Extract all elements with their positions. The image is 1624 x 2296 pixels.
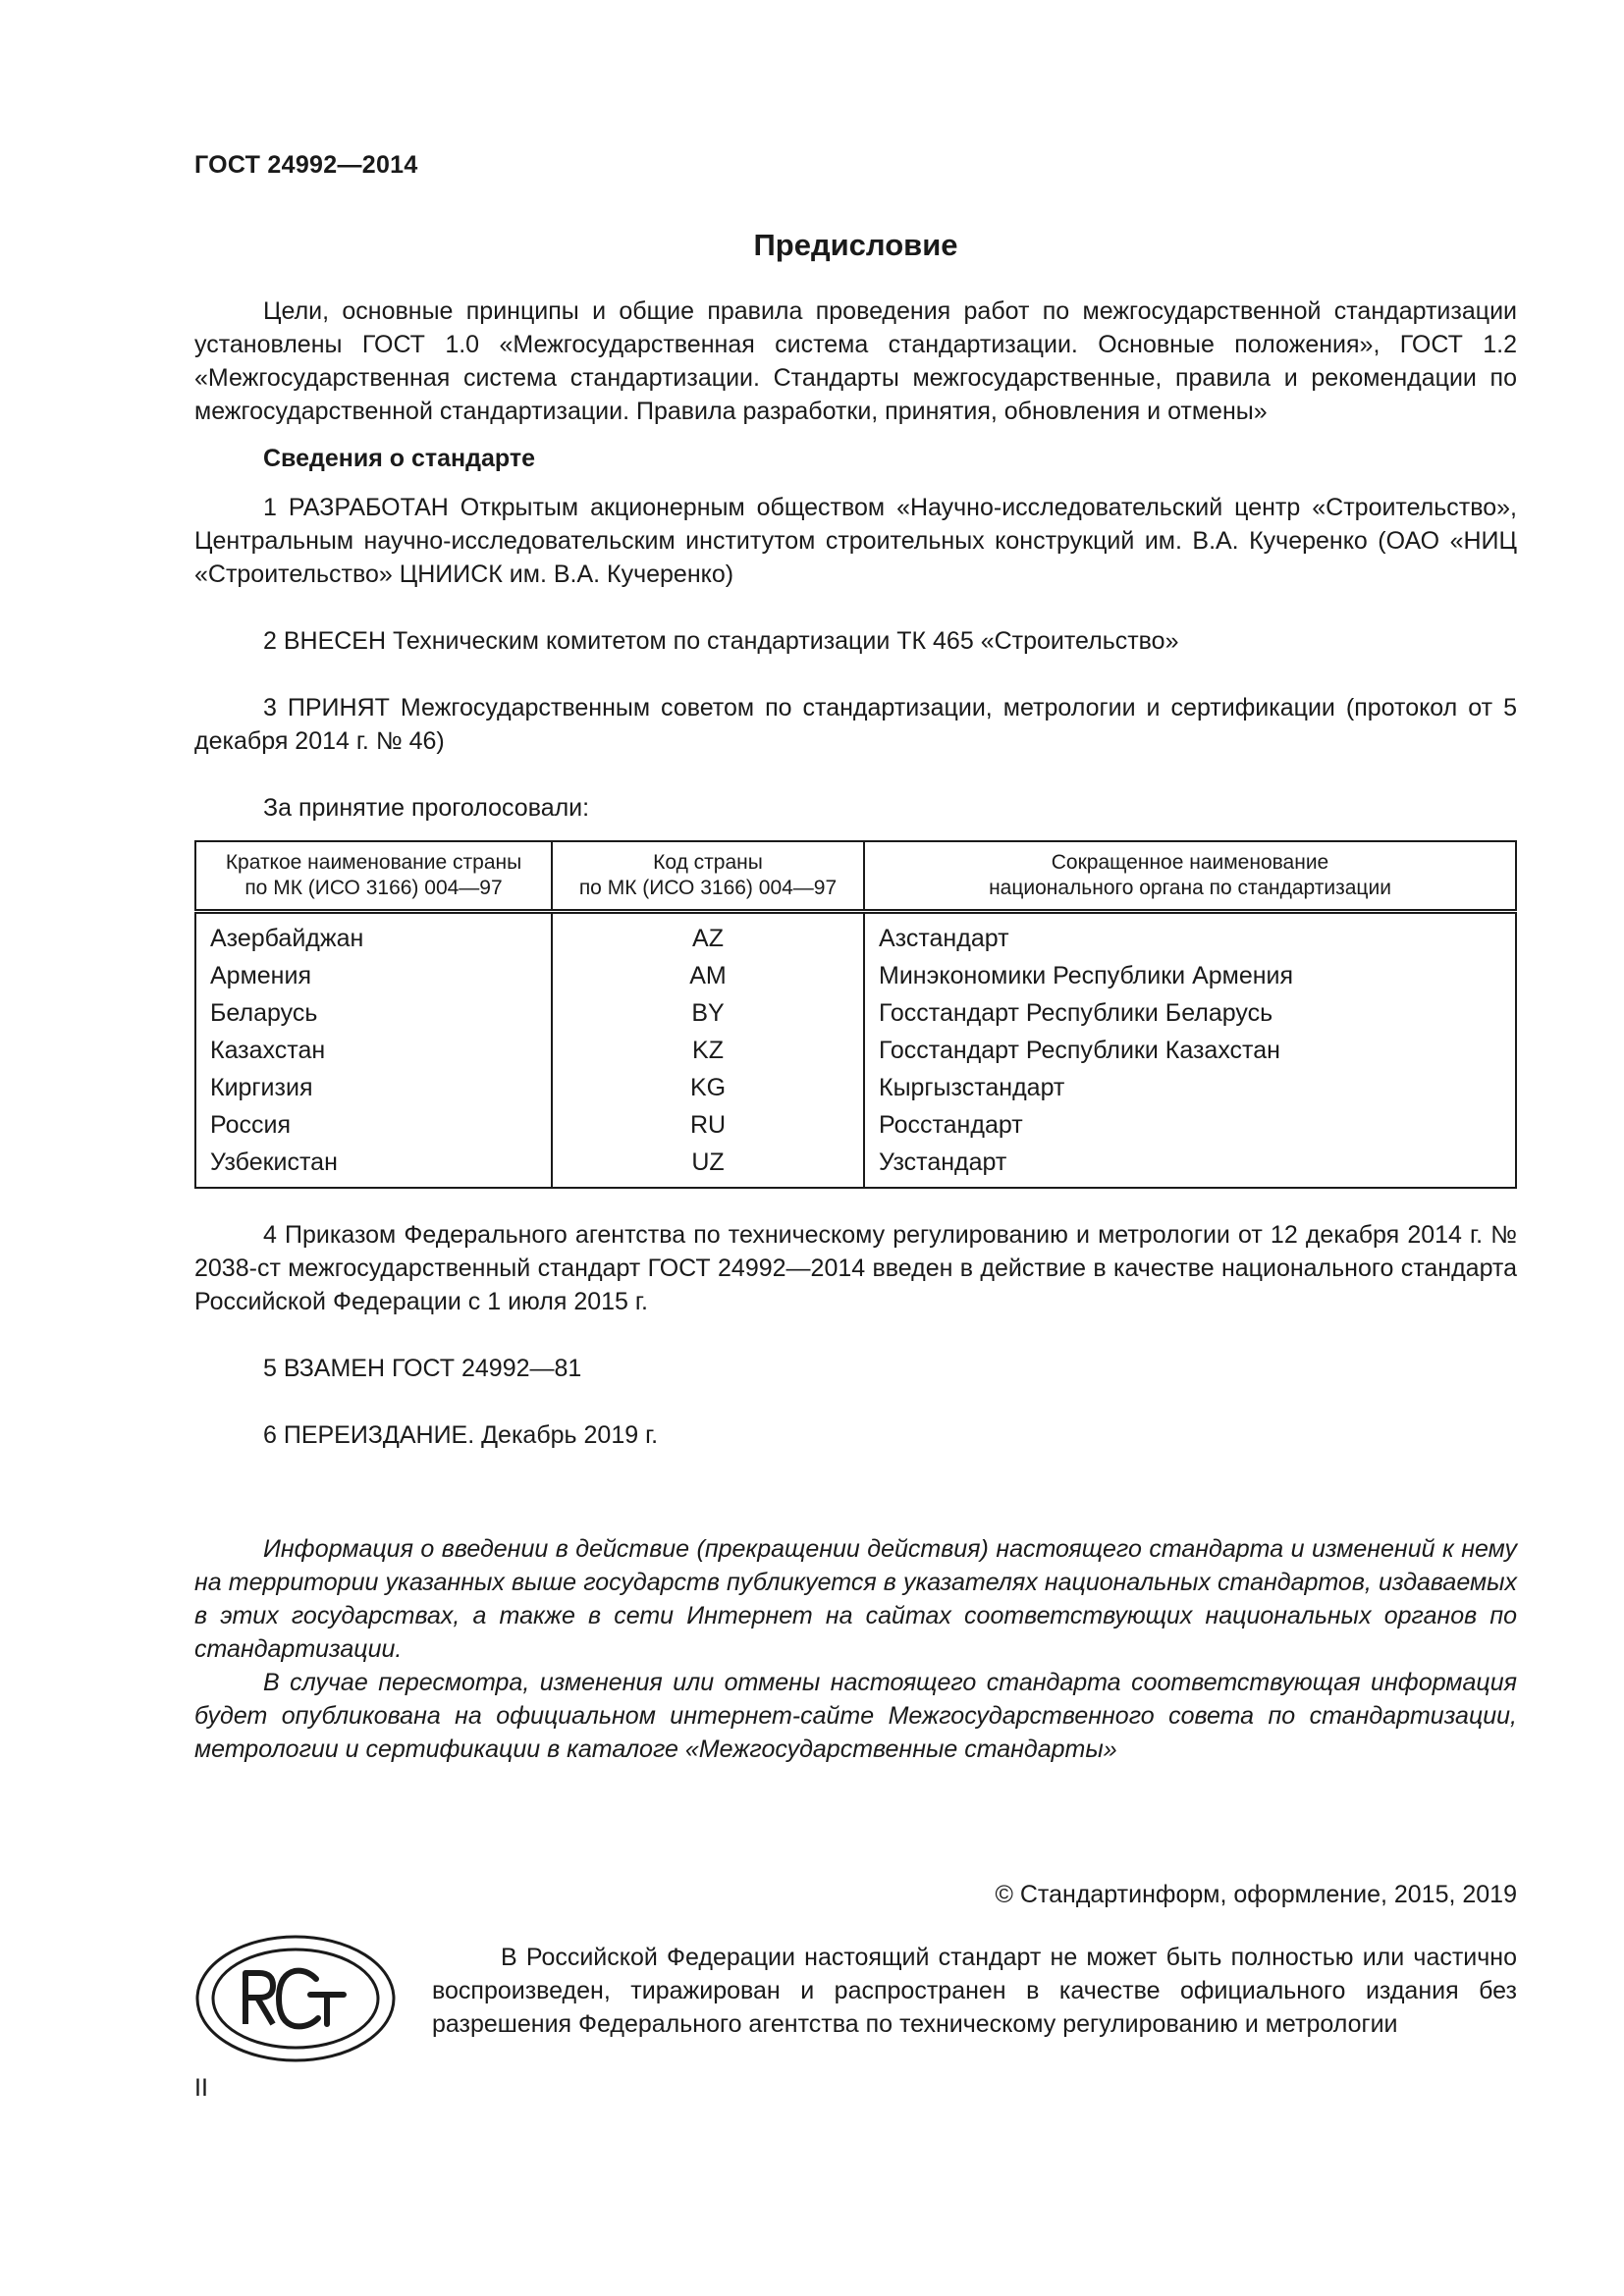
standards-body: Госстандарт Республики Беларусь bbox=[864, 994, 1516, 1032]
country-name: Армения bbox=[210, 962, 311, 989]
header-line: Краткое наименование страны bbox=[225, 851, 522, 874]
country-code: KZ bbox=[552, 1032, 864, 1069]
country-code: UZ bbox=[552, 1144, 864, 1188]
header-line: Код страны bbox=[653, 851, 763, 874]
item-reissue: 6 ПЕРЕИЗДАНИЕ. Декабрь 2019 г. bbox=[263, 1421, 659, 1449]
page-number: II bbox=[194, 2074, 208, 2102]
header-line: по МК (ИСО 3166) 004—97 bbox=[578, 877, 838, 899]
country-name: Беларусь bbox=[210, 999, 318, 1027]
item-developed: 1 РАЗРАБОТАН Открытым акционерным обществом «Научно-исследовательский центр «Строительство», Центральным научно-исследовательским институтом строительных конструкций им. В.А. Кучеренко (ОАО «НИЦ «Строительство» ЦНИИСК им. В.А. Кучеренко) bbox=[194, 494, 1517, 588]
table-header-row bbox=[195, 841, 1516, 912]
table-row bbox=[195, 957, 1516, 994]
standards-body: Росстандарт bbox=[864, 1106, 1516, 1144]
header-line: по МК (ИСО 3166) 004—97 bbox=[244, 877, 503, 899]
country-code: RU bbox=[552, 1106, 864, 1144]
column-header-body bbox=[864, 841, 1516, 912]
item-enacted: 4 Приказом Федерального агентства по техническому регулированию и метрологии от 12 декабря 2014 г. № 2038-ст межгосударственный стандарт ГОСТ 24992—2014 введен в действие в качестве национального стандарта Российской Федерации с 1 июля 2015 г. bbox=[194, 1221, 1517, 1315]
column-header-country bbox=[195, 841, 552, 912]
header-line: национального органа по стандартизации bbox=[989, 877, 1391, 899]
country-name: Киргизия bbox=[210, 1074, 313, 1101]
standards-body: Минэкономики Республики Армения bbox=[864, 957, 1516, 994]
item-adopted: 3 ПРИНЯТ Межгосударственным советом по стандартизации, метрологии и сертификации (протокол от 5 декабря 2014 г. № 46) bbox=[194, 694, 1517, 755]
table-row bbox=[195, 1069, 1516, 1106]
standards-body: Кыргызстандарт bbox=[864, 1069, 1516, 1106]
country-name: Россия bbox=[210, 1111, 291, 1139]
country-name: Узбекистан bbox=[210, 1148, 338, 1176]
standards-body: Госстандарт Республики Казахстан bbox=[864, 1032, 1516, 1069]
country-code: AM bbox=[552, 957, 864, 994]
country-code: BY bbox=[552, 994, 864, 1032]
notice-text: В Российской Федерации настоящий стандарт не может быть полностью или частично воспроизведен, тиражирован и распространен в качестве официального издания без разрешения Федерального агентства по техническому регулированию и метрологии bbox=[432, 1944, 1517, 2038]
document-code: ГОСТ 24992—2014 bbox=[194, 151, 418, 179]
table-row bbox=[195, 1032, 1516, 1069]
copyright-line: © Стандартинформ, оформление, 2015, 2019 bbox=[995, 1881, 1517, 1908]
standards-body: Узстандарт bbox=[864, 1144, 1516, 1188]
table-row bbox=[195, 1144, 1516, 1188]
item-replaces: 5 ВЗАМЕН ГОСТ 24992—81 bbox=[263, 1355, 582, 1382]
page-title: Предисловие bbox=[753, 228, 958, 262]
country-name: Азербайджан bbox=[210, 925, 364, 952]
intro-paragraph: Цели, основные принципы и общие правила проведения работ по межгосударственной стандартизации установлены ГОСТ 1.0 «Межгосударственная система стандартизации. Основные положения», ГОСТ 1.2 «Межгосударственная система стандартизации. Стандарты межгосударственные, правила и рекомендации по межгосударственной стандартизации. Правила разработки, принятия, обновления и отмены» bbox=[194, 297, 1517, 425]
copyright-notice bbox=[432, 1941, 1517, 2041]
table-row bbox=[195, 994, 1516, 1032]
item-introduced: 2 ВНЕСЕН Техническим комитетом по стандартизации ТК 465 «Строительство» bbox=[263, 627, 1179, 655]
table-row bbox=[195, 1106, 1516, 1144]
info-note: Информация о введении в действие (прекращении действия) настоящего стандарта и изменений к нему на территории указанных выше государств публикуется в указателях национальных стандартов, издаваемых в этих государствах, а также в сети Интернет на сайтах соответствующих национальных органов по стандартизации. bbox=[194, 1535, 1517, 1663]
rst-seal-logo bbox=[194, 1934, 397, 2063]
column-header-code bbox=[552, 841, 864, 912]
info-note: В случае пересмотра, изменения или отмены настоящего стандарта соответствующая информация будет опубликована на официальном интернет-сайте Межгосударственного совета по стандартизации, метрологии и сертификации в каталоге «Межгосударственные стандарты» bbox=[194, 1669, 1517, 1763]
header-line: Сокращенное наименование bbox=[1051, 851, 1329, 874]
preface-body bbox=[194, 294, 1517, 1766]
country-code: AZ bbox=[552, 912, 864, 958]
voted-intro: За принятие проголосовали: bbox=[263, 794, 590, 822]
country-code: KG bbox=[552, 1069, 864, 1106]
standards-body: Азстандарт bbox=[864, 912, 1516, 958]
info-notes bbox=[194, 1532, 1517, 1766]
standard-info-heading: Сведения о стандарте bbox=[263, 445, 536, 472]
table-row bbox=[195, 912, 1516, 958]
country-name: Казахстан bbox=[210, 1037, 326, 1064]
voting-countries-table bbox=[194, 840, 1517, 1189]
